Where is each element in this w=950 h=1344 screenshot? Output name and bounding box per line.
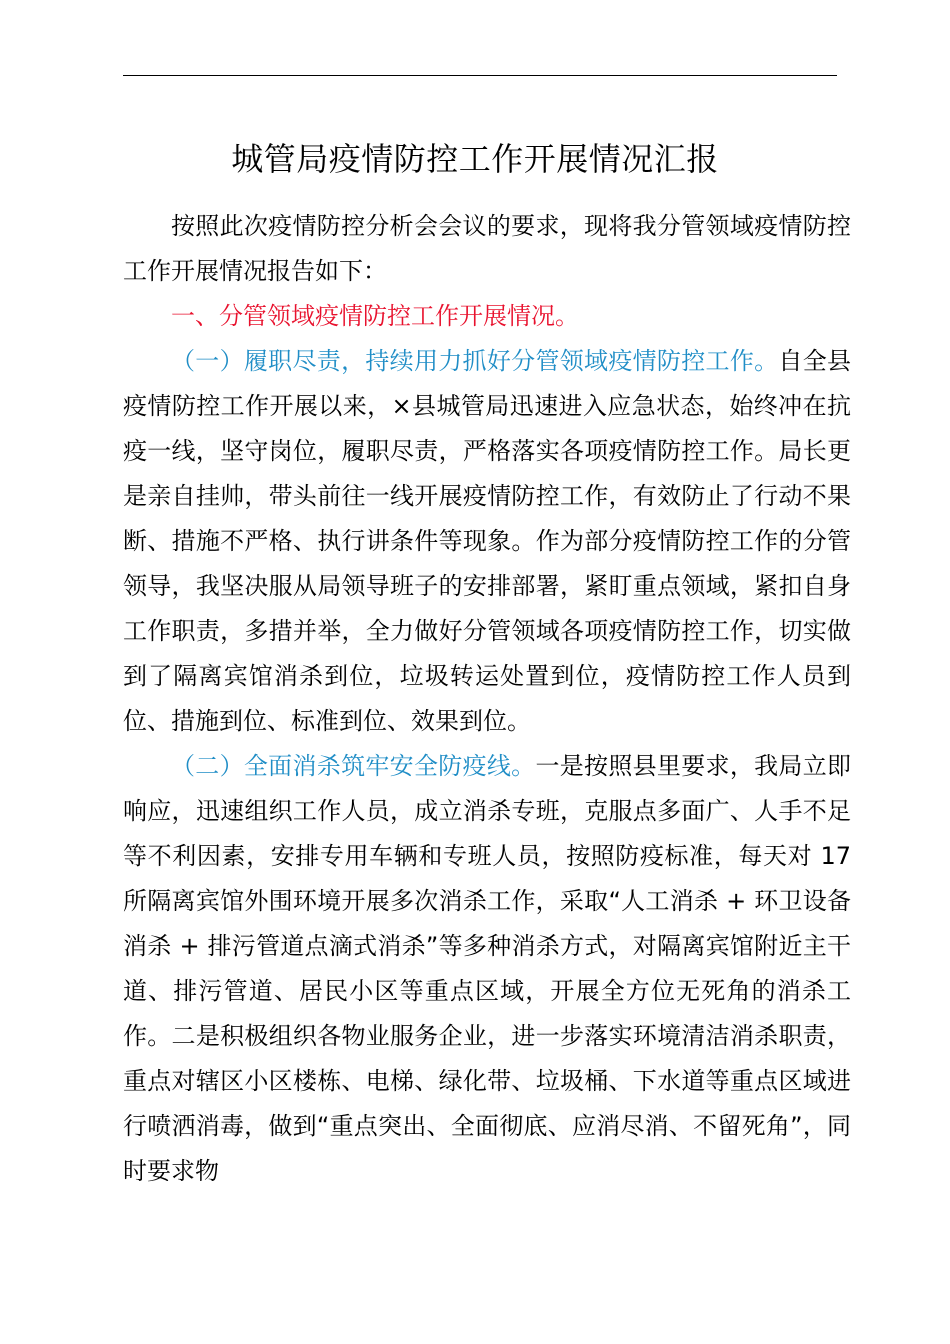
subsection-2-paragraph [123, 744, 851, 1194]
section-heading-1: 一、分管领域疫情防控工作开展情况。 [171, 302, 579, 330]
intro-paragraph: 按照此次疫情防控分析会会议的要求，现将我分管领域疫情防控工作开展情况报告如下： [123, 212, 851, 285]
subsection-2-body: 一是按照县里要求，我局立即响应，迅速组织工作人员，成立消杀专班，克服点多面广、人手不足等不利因素，安排专用车辆和专班人员，按照防疫标准，每天对 17 所隔离宾馆外围环境开展多次消杀工作，采取“人工消杀 + 环卫设备消杀 + 排污管道点滴式消杀”等多种消杀方式，对隔离宾馆附近主干道、排污管道、居民小区等重点区域，开展全方位无死角的消杀工作。二是积极组织各物业服务企业，进一步落实环境清洁消杀职责，重点对辖区小区楼栋、电梯、绿化带、垃圾桶、下水道等重点区域进行喷洒消毒，做到“重点突出、全面彻底、应消尽消、不留死角”，同时要求物 [123, 752, 852, 1185]
header-rule [123, 75, 837, 76]
subsection-heading-2: （二）全面消杀筑牢安全防疫线。 [171, 752, 536, 780]
document-body [123, 204, 851, 1194]
subsection-1-paragraph [123, 339, 851, 744]
subsection-heading-1: （一）履职尽责，持续用力抓好分管领域疫情防控工作。 [171, 347, 779, 375]
document-title: 城管局疫情防控工作开展情况汇报 [231, 140, 719, 178]
subsection-1-body: 自全县疫情防控工作开展以来，×县城管局迅速进入应急状态，始终冲在抗疫一线，坚守岗位，履职尽责，严格落实各项疫情防控工作。局长更是亲自挂帅，带头前往一线开展疫情防控工作，有效防止了行动不果断、措施不严格、执行讲条件等现象。作为部分疫情防控工作的分管领导，我坚决服从局领导班子的安排部署，紧盯重点领域，紧扣自身工作职责，多措并举，全力做好分管领域各项疫情防控工作，切实做到了隔离宾馆消杀到位，垃圾转运处置到位，疫情防控工作人员到位、措施到位、标准到位、效果到位。 [123, 347, 851, 735]
